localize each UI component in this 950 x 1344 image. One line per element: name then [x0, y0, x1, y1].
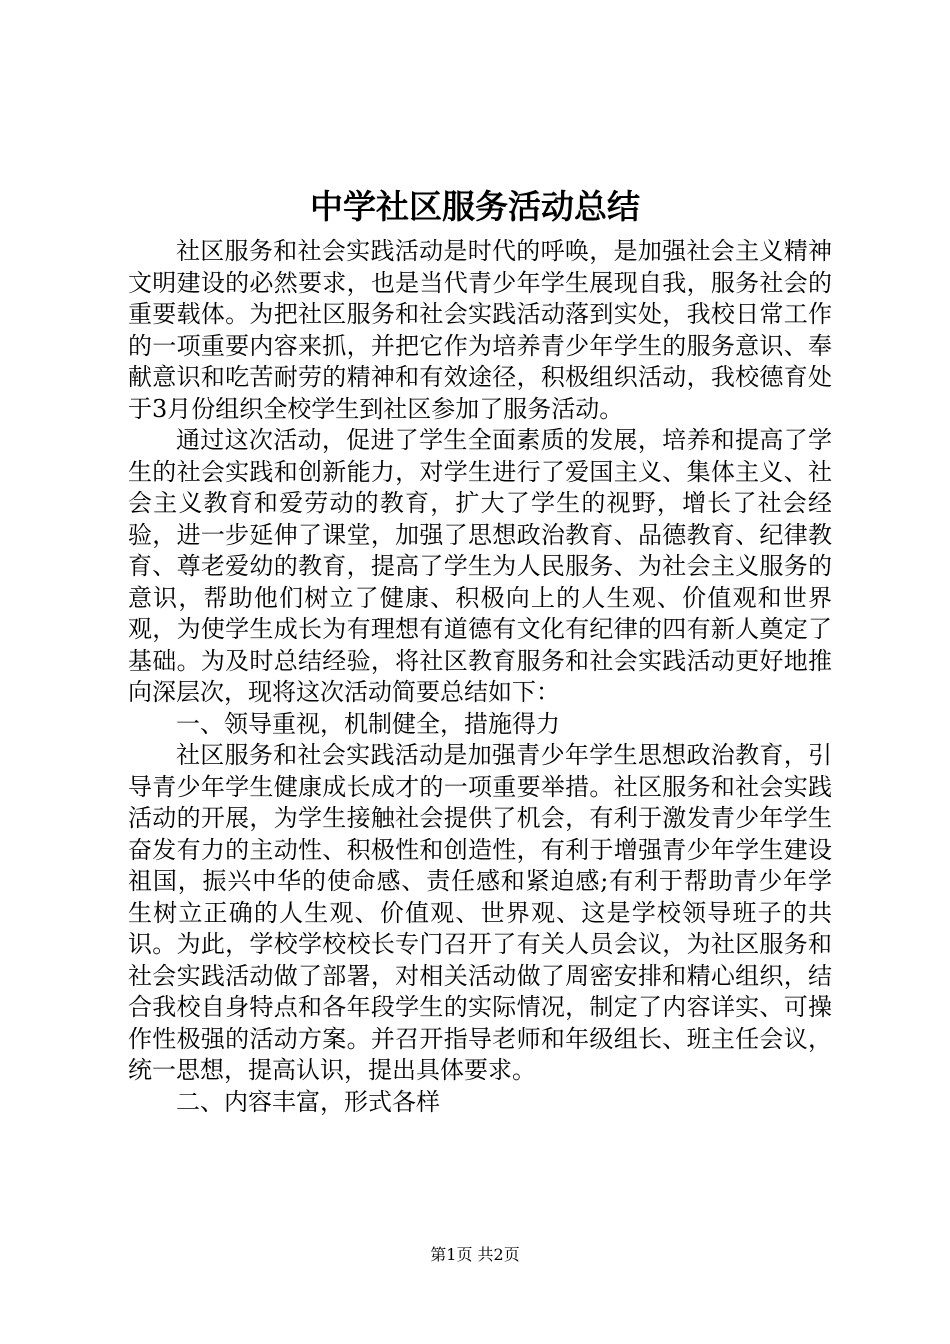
- section-heading-2: 二、内容丰富，形式各样: [176, 1087, 440, 1116]
- section-heading-1: 一、领导重视，机制健全，措施得力: [176, 709, 560, 738]
- paragraph-section-1: 社区服务和社会实践活动是加强青少年学生思想政治教育，引导青少年学生健康成长成才的一项重要举措。社区服务和社会实践活动的开展，为学生接触社会提供了机会，有利于激发青少年学生奋发有力的主动性、积极性和创造性，有利于增强青少年学生建设祖国，振兴中华的使命感、责任感和紧迫感;有利于帮助青少年学生树立正确的人生观、价值观、世界观、这是学校领导班子的共识。为此，学校学校校长专门召开了有关人员会议，为社区服务和社会实践活动做了部署，对相关活动做了周密安排和精心组织，结合我校自身特点和各年段学生的实际情况，制定了内容详实、可操作性极强的活动方案。并召开指导老师和年级组长、班主任会议，统一思想，提高认识，提出具体要求。: [128, 741, 832, 1084]
- document-body: [128, 236, 832, 1118]
- paragraph-intro: 社区服务和社会实践活动是时代的呼唤，是加强社会主义精神文明建设的必然要求，也是当代青少年学生展现自我，服务社会的重要载体。为把社区服务和社会实践活动落到实处，我校日常工作的一项重要内容来抓，并把它作为培养青少年学生的服务意识、奉献意识和吃苦耐劳的精神和有效途径，积极组织活动，我校德育处于3月份组织全校学生到社区参加了服务活动。: [128, 237, 832, 423]
- page-number-footer: 第1页 共2页: [430, 1245, 520, 1264]
- document-title: 中学社区服务活动总结: [310, 187, 640, 226]
- paragraph-results: 通过这次活动，促进了学生全面素质的发展，培养和提高了学生的社会实践和创新能力，对学生进行了爱国主义、集体主义、社会主义教育和爱劳动的教育，扩大了学生的视野，增长了社会经验，进一步延伸了课堂，加强了思想政治教育、品德教育、纪律教育、尊老爱幼的教育，提高了学生为人民服务、为社会主义服务的意识，帮助他们树立了健康、积极向上的人生观、价值观和世界观，为使学生成长为有理想有道德有文化有纪律的四有新人奠定了基础。为及时总结经验，将社区教育服务和社会实践活动更好地推向深层次，现将这次活动简要总结如下：: [128, 426, 832, 706]
